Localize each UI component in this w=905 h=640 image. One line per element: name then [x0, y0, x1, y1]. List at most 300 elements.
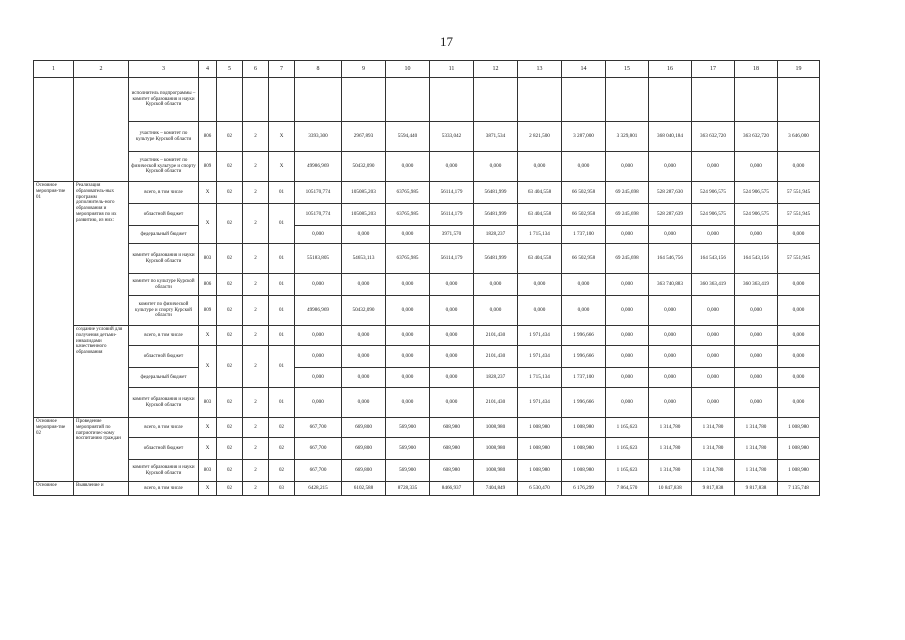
amount-cell: 1 314,780: [692, 460, 735, 482]
amount-cell: [692, 78, 735, 122]
code-cell: 2: [243, 326, 269, 346]
amount-cell: 0,000: [778, 368, 820, 388]
amount-cell: 0,000: [386, 296, 430, 326]
amount-cell: 63765,985: [386, 182, 430, 204]
amount-cell: 363 632,720: [692, 122, 735, 152]
code-cell: 809: [199, 296, 217, 326]
amount-cell: 1 008,980: [518, 438, 562, 460]
amount-cell: 69 245,698: [606, 182, 649, 204]
amount-cell: 0,000: [342, 346, 386, 368]
amount-cell: 1 008,980: [778, 418, 820, 438]
amount-cell: 0,000: [342, 368, 386, 388]
amount-cell: 569,900: [386, 460, 430, 482]
code-cell: 02: [217, 204, 243, 244]
amount-cell: 0,000: [778, 326, 820, 346]
amount-cell: 1828,237: [474, 226, 518, 244]
amount-cell: 3971,570: [430, 226, 474, 244]
code-cell: [243, 78, 269, 122]
table-row: [34, 438, 820, 460]
amount-cell: 0,000: [778, 346, 820, 368]
amount-cell: 0,000: [295, 368, 342, 388]
amount-cell: 2967,893: [342, 122, 386, 152]
amount-cell: 0,000: [735, 152, 778, 182]
code-cell: 02: [217, 460, 243, 482]
amount-cell: 1 165,623: [606, 438, 649, 460]
table-row: [34, 244, 820, 274]
amount-cell: 1 996,666: [562, 346, 606, 368]
amount-cell: 63 404,558: [518, 182, 562, 204]
amount-cell: 0,000: [518, 152, 562, 182]
code-cell: X: [199, 326, 217, 346]
code-cell: 01: [269, 326, 295, 346]
participant-cell: областной бюджет: [129, 438, 199, 460]
amount-cell: 49986,969: [295, 296, 342, 326]
code-cell: 02: [217, 418, 243, 438]
amount-cell: 1 008,980: [562, 418, 606, 438]
amount-cell: 50432,090: [342, 152, 386, 182]
amount-cell: 57 551,945: [778, 244, 820, 274]
amount-cell: 528 287,639: [649, 204, 692, 226]
participant-cell: федеральный бюджет: [129, 226, 199, 244]
amount-cell: 9 817,838: [692, 482, 735, 496]
amount-cell: 0,000: [692, 226, 735, 244]
amount-cell: 7 864,570: [606, 482, 649, 496]
amount-cell: 1 737,100: [562, 226, 606, 244]
amount-cell: 608,980: [430, 418, 474, 438]
amount-cell: 0,000: [606, 274, 649, 296]
amount-cell: 524 906,575: [735, 182, 778, 204]
amount-cell: 1 715,134: [518, 226, 562, 244]
column-number: 17: [692, 61, 735, 78]
amount-cell: 1 971,434: [518, 346, 562, 368]
amount-cell: 0,000: [342, 388, 386, 418]
amount-cell: 360 363,419: [735, 274, 778, 296]
code-cell: 2: [243, 460, 269, 482]
table-row: [34, 418, 820, 438]
code-cell: 02: [217, 244, 243, 274]
amount-cell: 66 502,958: [562, 204, 606, 226]
amount-cell: 0,000: [430, 296, 474, 326]
code-cell: 01: [269, 182, 295, 204]
amount-cell: 105170,774: [295, 182, 342, 204]
amount-cell: 1 737,100: [562, 368, 606, 388]
amount-cell: 1 314,780: [649, 438, 692, 460]
amount-cell: 0,000: [735, 326, 778, 346]
code-cell: X: [199, 346, 217, 388]
amount-cell: 0,000: [692, 152, 735, 182]
amount-cell: 49986,969: [295, 152, 342, 182]
activity-name-cell: [74, 78, 129, 182]
amount-cell: 0,000: [562, 274, 606, 296]
amount-cell: 0,000: [692, 388, 735, 418]
activity-cell: Основное мероприя-тие 01: [34, 182, 74, 418]
amount-cell: 0,000: [778, 296, 820, 326]
activity-cell: [34, 78, 74, 182]
participant-cell: комитет по культуре Курской области: [129, 274, 199, 296]
amount-cell: 0,000: [474, 296, 518, 326]
amount-cell: 0,000: [342, 326, 386, 346]
amount-cell: 63765,985: [386, 244, 430, 274]
amount-cell: 0,000: [386, 368, 430, 388]
amount-cell: 667,700: [295, 460, 342, 482]
column-number: 19: [778, 61, 820, 78]
amount-cell: 2101,430: [474, 326, 518, 346]
amount-cell: 0,000: [649, 368, 692, 388]
column-number: 7: [269, 61, 295, 78]
amount-cell: 0,000: [386, 346, 430, 368]
code-cell: 02: [217, 326, 243, 346]
amount-cell: 0,000: [518, 296, 562, 326]
column-number: 2: [74, 61, 129, 78]
code-cell: 01: [269, 244, 295, 274]
amount-cell: 164 543,156: [692, 244, 735, 274]
amount-cell: 1008,980: [474, 438, 518, 460]
participant-cell: областной бюджет: [129, 346, 199, 368]
amount-cell: 1 314,780: [692, 418, 735, 438]
amount-cell: [430, 78, 474, 122]
column-number: 10: [386, 61, 430, 78]
amount-cell: 608,980: [430, 438, 474, 460]
code-cell: 02: [217, 182, 243, 204]
column-number: 11: [430, 61, 474, 78]
amount-cell: 0,000: [692, 296, 735, 326]
amount-cell: [342, 78, 386, 122]
amount-cell: 0,000: [386, 152, 430, 182]
amount-cell: 1 314,780: [735, 438, 778, 460]
amount-cell: 56481,999: [474, 244, 518, 274]
amount-cell: 7404,849: [474, 482, 518, 496]
amount-cell: 0,000: [562, 296, 606, 326]
activity-cell: Основное: [34, 482, 74, 496]
amount-cell: 164 543,156: [735, 244, 778, 274]
amount-cell: 2101,430: [474, 346, 518, 368]
amount-cell: 0,000: [295, 388, 342, 418]
code-cell: 01: [269, 274, 295, 296]
code-cell: 803: [199, 460, 217, 482]
amount-cell: 0,000: [778, 274, 820, 296]
table-row: [34, 182, 820, 204]
amount-cell: 0,000: [692, 346, 735, 368]
participant-cell: комитет образования и науки Курской области: [129, 244, 199, 274]
amount-cell: 1828,237: [474, 368, 518, 388]
code-cell: 02: [217, 122, 243, 152]
participant-cell: всего, в том числе: [129, 418, 199, 438]
amount-cell: 669,800: [342, 460, 386, 482]
column-number: 16: [649, 61, 692, 78]
column-number: 6: [243, 61, 269, 78]
code-cell: X: [199, 182, 217, 204]
amount-cell: 0,000: [430, 152, 474, 182]
code-cell: 02: [217, 346, 243, 388]
amount-cell: 1 314,780: [649, 460, 692, 482]
amount-cell: 1 008,980: [562, 460, 606, 482]
amount-cell: 56114,179: [430, 182, 474, 204]
amount-cell: 2 821,500: [518, 122, 562, 152]
code-cell: 01: [269, 388, 295, 418]
amount-cell: 6 530,470: [518, 482, 562, 496]
activity-name-cell: создание условий для получения детьми-инвалидами качественного образования: [74, 326, 129, 418]
amount-cell: [606, 78, 649, 122]
code-cell: X: [199, 482, 217, 496]
amount-cell: 667,700: [295, 438, 342, 460]
column-number: 8: [295, 61, 342, 78]
amount-cell: 0,000: [295, 326, 342, 346]
amount-cell: 57 551,945: [778, 182, 820, 204]
amount-cell: 0,000: [342, 274, 386, 296]
amount-cell: 0,000: [386, 274, 430, 296]
code-cell: 02: [269, 438, 295, 460]
participant-cell: областной бюджет: [129, 204, 199, 226]
activity-name-cell: Выявление и: [74, 482, 129, 496]
amount-cell: 0,000: [295, 226, 342, 244]
code-cell: 2: [243, 482, 269, 496]
code-cell: 02: [269, 460, 295, 482]
amount-cell: 105085,203: [342, 204, 386, 226]
amount-cell: 5594,440: [386, 122, 430, 152]
amount-cell: 0,000: [562, 152, 606, 182]
code-cell: 2: [243, 182, 269, 204]
amount-cell: 0,000: [342, 226, 386, 244]
code-cell: [269, 78, 295, 122]
amount-cell: 669,800: [342, 438, 386, 460]
amount-cell: 105085,203: [342, 182, 386, 204]
amount-cell: 66 502,958: [562, 182, 606, 204]
amount-cell: 0,000: [649, 296, 692, 326]
amount-cell: 63 404,558: [518, 204, 562, 226]
amount-cell: [386, 78, 430, 122]
code-cell: 01: [269, 346, 295, 388]
amount-cell: 9 817,838: [735, 482, 778, 496]
amount-cell: [295, 78, 342, 122]
amount-cell: 0,000: [735, 388, 778, 418]
amount-cell: 363 740,883: [649, 274, 692, 296]
amount-cell: 56114,179: [430, 204, 474, 226]
amount-cell: 0,000: [606, 152, 649, 182]
code-cell: 809: [199, 152, 217, 182]
amount-cell: 54653,113: [342, 244, 386, 274]
amount-cell: 0,000: [430, 388, 474, 418]
table-row: [34, 388, 820, 418]
amount-cell: 3 287,000: [562, 122, 606, 152]
amount-cell: 69 245,698: [606, 244, 649, 274]
amount-cell: 524 906,575: [735, 204, 778, 226]
amount-cell: 0,000: [518, 274, 562, 296]
amount-cell: 0,000: [386, 326, 430, 346]
amount-cell: 63 404,558: [518, 244, 562, 274]
amount-cell: 1 165,623: [606, 418, 649, 438]
amount-cell: 3 646,000: [778, 122, 820, 152]
table-row: [34, 296, 820, 326]
column-number: 12: [474, 61, 518, 78]
amount-cell: 0,000: [606, 368, 649, 388]
participant-cell: комитет по физической культуре и спорту Курской области: [129, 296, 199, 326]
code-cell: 02: [217, 274, 243, 296]
amount-cell: 6428,215: [295, 482, 342, 496]
amount-cell: 1008,980: [474, 418, 518, 438]
code-cell: 02: [217, 152, 243, 182]
amount-cell: 0,000: [295, 274, 342, 296]
amount-cell: 1 314,780: [692, 438, 735, 460]
column-number: 15: [606, 61, 649, 78]
amount-cell: 7 135,748: [778, 482, 820, 496]
amount-cell: [778, 78, 820, 122]
amount-cell: 667,700: [295, 418, 342, 438]
amount-cell: 528 287,630: [649, 182, 692, 204]
amount-cell: 0,000: [778, 152, 820, 182]
amount-cell: 1 996,666: [562, 388, 606, 418]
amount-cell: 1 314,780: [649, 418, 692, 438]
amount-cell: 105170,774: [295, 204, 342, 226]
amount-cell: 0,000: [649, 226, 692, 244]
amount-cell: 5333,042: [430, 122, 474, 152]
amount-cell: 608,980: [430, 460, 474, 482]
amount-cell: 0,000: [735, 346, 778, 368]
column-number: 9: [342, 61, 386, 78]
participant-cell: комитет образования и науки Курской области: [129, 460, 199, 482]
activity-name-cell: Реализация образователь-ных программ дополнитель-ного образования и мероприятия по их развитию, из них:: [74, 182, 129, 326]
code-cell: 02: [217, 296, 243, 326]
column-number: 3: [129, 61, 199, 78]
amount-cell: 0,000: [474, 152, 518, 182]
amount-cell: [649, 78, 692, 122]
code-cell: 2: [243, 296, 269, 326]
code-cell: 02: [217, 482, 243, 496]
amount-cell: 0,000: [735, 226, 778, 244]
amount-cell: 1 314,780: [735, 460, 778, 482]
amount-cell: [518, 78, 562, 122]
amount-cell: 363 632,720: [735, 122, 778, 152]
amount-cell: 1 008,980: [778, 438, 820, 460]
amount-cell: 0,000: [778, 388, 820, 418]
amount-cell: 0,000: [649, 152, 692, 182]
amount-cell: 66 502,958: [562, 244, 606, 274]
code-cell: 803: [199, 244, 217, 274]
amount-cell: 164 546,756: [649, 244, 692, 274]
amount-cell: 0,000: [430, 326, 474, 346]
amount-cell: 50432,090: [342, 296, 386, 326]
code-cell: 01: [269, 296, 295, 326]
column-number: 4: [199, 61, 217, 78]
table-row: [34, 326, 820, 346]
amount-cell: 368 040,184: [649, 122, 692, 152]
participant-cell: исполнитель подпрограммы – комитет образования и науки Курской области: [129, 78, 199, 122]
amount-cell: 57 551,945: [778, 204, 820, 226]
code-cell: 03: [269, 482, 295, 496]
table-row: [34, 274, 820, 296]
code-cell: 2: [243, 122, 269, 152]
amount-cell: 569,900: [386, 418, 430, 438]
amount-cell: 0,000: [606, 326, 649, 346]
amount-cell: 1 008,980: [778, 460, 820, 482]
table-row: [34, 482, 820, 496]
code-cell: 2: [243, 346, 269, 388]
code-cell: 02: [217, 388, 243, 418]
code-cell: 2: [243, 274, 269, 296]
amount-cell: 1 971,434: [518, 388, 562, 418]
code-cell: X: [269, 122, 295, 152]
code-cell: 2: [243, 418, 269, 438]
amount-cell: 8728,335: [386, 482, 430, 496]
amount-cell: 55183,805: [295, 244, 342, 274]
amount-cell: 56481,999: [474, 182, 518, 204]
code-cell: X: [199, 418, 217, 438]
amount-cell: 0,000: [295, 346, 342, 368]
code-cell: 2: [243, 438, 269, 460]
amount-cell: 6 176,299: [562, 482, 606, 496]
amount-cell: 0,000: [692, 326, 735, 346]
code-cell: 2: [243, 244, 269, 274]
amount-cell: 2101,430: [474, 388, 518, 418]
amount-cell: 0,000: [430, 368, 474, 388]
amount-cell: 63765,985: [386, 204, 430, 226]
amount-cell: 0,000: [606, 346, 649, 368]
activity-cell: Основное мероприя-тие 02: [34, 418, 74, 482]
column-number: 14: [562, 61, 606, 78]
amount-cell: 0,000: [474, 274, 518, 296]
column-number: 5: [217, 61, 243, 78]
code-cell: 2: [243, 204, 269, 244]
code-cell: [199, 78, 217, 122]
code-cell: 01: [269, 204, 295, 244]
amount-cell: 3393,300: [295, 122, 342, 152]
code-cell: X: [199, 438, 217, 460]
amount-cell: 524 906,575: [692, 204, 735, 226]
amount-cell: 0,000: [778, 226, 820, 244]
amount-cell: 0,000: [735, 296, 778, 326]
amount-cell: [474, 78, 518, 122]
amount-cell: 10 847,838: [649, 482, 692, 496]
amount-cell: 360 363,419: [692, 274, 735, 296]
amount-cell: 1 996,666: [562, 326, 606, 346]
participant-cell: федеральный бюджет: [129, 368, 199, 388]
amount-cell: 0,000: [606, 388, 649, 418]
table-row: [34, 152, 820, 182]
amount-cell: 6102,588: [342, 482, 386, 496]
amount-cell: 0,000: [735, 368, 778, 388]
code-cell: X: [199, 204, 217, 244]
column-number: 1: [34, 61, 74, 78]
amount-cell: 0,000: [606, 296, 649, 326]
participant-cell: всего, в том числе: [129, 326, 199, 346]
code-cell: 803: [199, 388, 217, 418]
amount-cell: [562, 78, 606, 122]
amount-cell: 1 971,434: [518, 326, 562, 346]
table-row: [34, 346, 820, 368]
amount-cell: 1 008,980: [562, 438, 606, 460]
amount-cell: 569,900: [386, 438, 430, 460]
amount-cell: 0,000: [430, 346, 474, 368]
activity-name-cell: Проведение мероприятий по патриотичес-кому воспитанию граждан: [74, 418, 129, 482]
column-number: 18: [735, 61, 778, 78]
code-cell: X: [269, 152, 295, 182]
amount-cell: 0,000: [649, 326, 692, 346]
participant-cell: участник – комитет по культуре Курской области: [129, 122, 199, 152]
code-cell: 806: [199, 122, 217, 152]
table-row: [34, 204, 820, 226]
amount-cell: 56114,179: [430, 244, 474, 274]
amount-cell: 0,000: [649, 346, 692, 368]
column-number-row: [34, 61, 820, 78]
amount-cell: 1 165,623: [606, 460, 649, 482]
column-number: 13: [518, 61, 562, 78]
table-row: [34, 122, 820, 152]
amount-cell: 8466,937: [430, 482, 474, 496]
amount-cell: 1008,980: [474, 460, 518, 482]
code-cell: 2: [243, 388, 269, 418]
amount-cell: 0,000: [606, 226, 649, 244]
table-row: [34, 78, 820, 122]
amount-cell: 1 314,780: [735, 418, 778, 438]
